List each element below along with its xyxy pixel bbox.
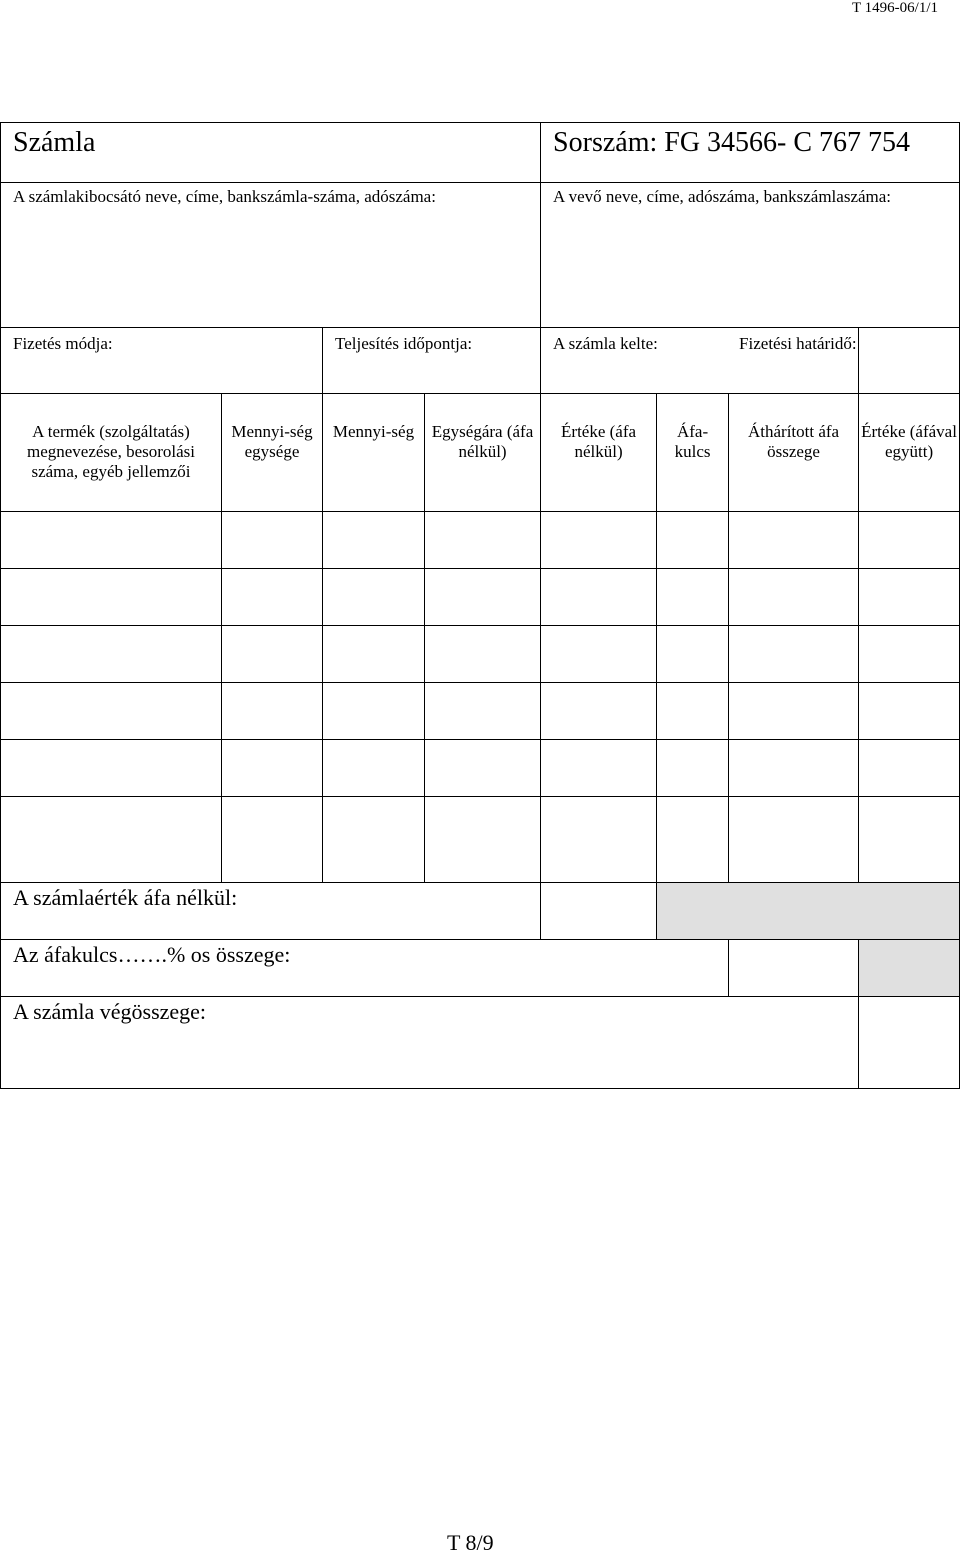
table-cell[interactable]	[323, 512, 425, 569]
table-cell[interactable]	[1, 569, 222, 626]
vat-amount-value[interactable]	[729, 940, 859, 997]
table-row	[1, 569, 960, 626]
table-cell[interactable]	[859, 683, 960, 740]
column-header-vat-rate: Áfa-kulcs	[657, 394, 729, 512]
table-cell[interactable]	[1, 626, 222, 683]
column-header-product: A termék (szolgáltatás) megnevezése, besorolási száma, egyéb jellemzői	[1, 394, 222, 512]
table-cell[interactable]	[323, 569, 425, 626]
table-cell[interactable]	[657, 626, 729, 683]
table-cell[interactable]	[541, 512, 657, 569]
grand-total-label: A számla végösszege:	[1, 997, 859, 1089]
invoice-serial-number: Sorszám: FG 34566- C 767 754	[541, 123, 960, 183]
buyer-field[interactable]: A vevő neve, címe, adószáma, bankszámlaszáma:	[541, 183, 960, 328]
table-cell[interactable]	[1, 740, 222, 797]
invoice-table	[0, 122, 960, 1089]
table-cell[interactable]	[323, 683, 425, 740]
table-cell[interactable]	[541, 683, 657, 740]
table-cell[interactable]	[657, 512, 729, 569]
net-total-value[interactable]	[541, 883, 657, 940]
table-cell[interactable]	[222, 512, 323, 569]
column-header-vat-amount: Áthárított áfa összege	[729, 394, 859, 512]
table-cell[interactable]	[541, 797, 657, 883]
table-cell[interactable]	[425, 797, 541, 883]
table-cell[interactable]	[729, 512, 859, 569]
table-cell[interactable]	[222, 797, 323, 883]
table-row	[1, 683, 960, 740]
column-header-quantity: Mennyi-ség	[323, 394, 425, 512]
page-number: T 8/9	[447, 1530, 494, 1555]
table-cell[interactable]	[425, 740, 541, 797]
invoice-title: Számla	[1, 123, 541, 183]
table-row	[1, 740, 960, 797]
table-cell[interactable]	[425, 626, 541, 683]
shaded-cell	[657, 883, 960, 940]
shaded-cell	[859, 940, 960, 997]
table-row	[1, 626, 960, 683]
table-cell[interactable]	[1, 512, 222, 569]
grand-total-value[interactable]	[859, 997, 960, 1089]
table-cell[interactable]	[323, 740, 425, 797]
table-cell[interactable]	[323, 797, 425, 883]
issue-date-field[interactable]: A számla kelte:	[541, 328, 859, 394]
table-cell[interactable]	[729, 626, 859, 683]
table-cell[interactable]	[323, 626, 425, 683]
table-row	[1, 512, 960, 569]
table-cell[interactable]	[657, 797, 729, 883]
table-cell[interactable]	[425, 512, 541, 569]
table-cell[interactable]	[657, 683, 729, 740]
table-cell[interactable]	[425, 683, 541, 740]
performance-date-field[interactable]: Teljesítés időpontja:	[323, 328, 541, 394]
table-cell[interactable]	[222, 626, 323, 683]
table-cell[interactable]	[859, 512, 960, 569]
table-cell[interactable]	[729, 569, 859, 626]
vat-amount-label: Az áfakulcs…….% os összege:	[1, 940, 729, 997]
table-cell[interactable]	[657, 740, 729, 797]
net-total-label: A számlaérték áfa nélkül:	[1, 883, 541, 940]
table-cell[interactable]	[425, 569, 541, 626]
table-cell[interactable]	[729, 797, 859, 883]
issuer-field[interactable]: A számlakibocsátó neve, címe, bankszámla-száma, adószáma:	[1, 183, 541, 328]
table-cell[interactable]	[1, 797, 222, 883]
column-header-net-value: Értéke (áfa nélkül)	[541, 394, 657, 512]
table-cell[interactable]	[541, 626, 657, 683]
column-header-gross-value: Értéke (áfával együtt)	[859, 394, 960, 512]
table-cell[interactable]	[657, 569, 729, 626]
table-row	[1, 797, 960, 883]
column-header-unit-price: Egységára (áfa nélkül)	[425, 394, 541, 512]
due-date-label: Fizetési határidő:	[739, 334, 857, 353]
table-cell[interactable]	[222, 569, 323, 626]
table-cell[interactable]	[859, 797, 960, 883]
table-cell[interactable]	[859, 626, 960, 683]
table-cell[interactable]	[222, 683, 323, 740]
table-cell[interactable]	[729, 740, 859, 797]
table-cell[interactable]	[541, 740, 657, 797]
table-cell[interactable]	[222, 740, 323, 797]
due-date-cell[interactable]	[739, 328, 960, 394]
table-cell[interactable]	[859, 569, 960, 626]
document-code: T 1496-06/1/1	[852, 0, 938, 16]
column-header-unit: Mennyi-ség egysége	[222, 394, 323, 512]
table-cell[interactable]	[859, 740, 960, 797]
payment-method-field[interactable]: Fizetés módja:	[1, 328, 323, 394]
table-cell[interactable]	[1, 683, 222, 740]
table-cell[interactable]	[729, 683, 859, 740]
table-cell[interactable]	[541, 569, 657, 626]
